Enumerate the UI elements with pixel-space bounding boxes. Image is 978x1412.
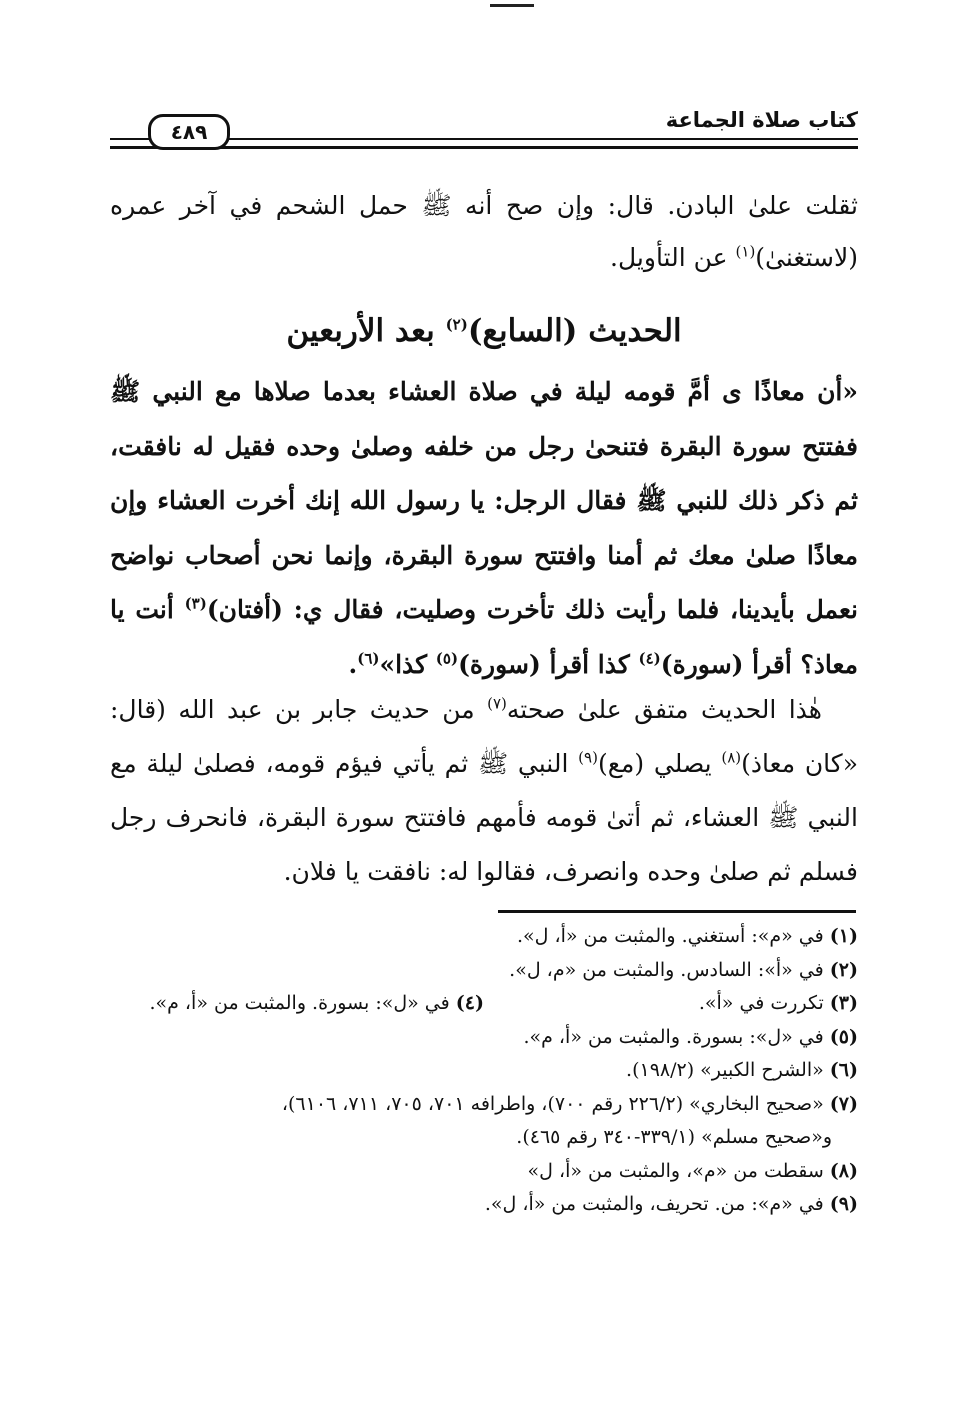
footnote-ref-5: (٥) <box>435 649 459 668</box>
footnote-separator <box>498 910 856 913</box>
intro-line-2-end: عن التأويل. <box>610 243 736 272</box>
commentary-part-3: يصلي (مع) <box>597 749 722 778</box>
footnote-number: (٦) <box>829 1059 858 1081</box>
footnote-ref-3: (٣) <box>184 594 207 613</box>
footnote-ref-9: (٩) <box>578 748 598 767</box>
footnote-number: (٧) <box>829 1092 858 1115</box>
footnote-text: في «أ»: السادس. والمثبت من «م، ل». <box>509 958 830 981</box>
commentary-part-4: النبي ﷺ ثم يأتي فيؤم قومه، فصلىٰ ليلة مع النبي ﷺ العشاء، ثم أتىٰ قومه فأمهم فافتتح سورة البقرة، فانحرف رجل فسلم ثم صلىٰ وحده وانصرف، فقالوا له: نافقت يا فلان. <box>110 749 858 886</box>
footnote-3 <box>484 987 858 1021</box>
footnote-5 <box>110 1021 858 1055</box>
footnote-number: (٣) <box>829 992 858 1014</box>
footnote-pair <box>110 987 858 1021</box>
page-header <box>110 108 858 152</box>
footnote-text: في «ل»: بسورة. والمثبت من «أ، م». <box>149 992 456 1014</box>
intro-paragraph <box>110 180 858 284</box>
top-mark <box>490 4 534 7</box>
footnote-text: «الشرح الكبير» (١٩٨/٢). <box>626 1059 830 1081</box>
footnote-number: (٥) <box>829 1025 858 1048</box>
footnote-number: (١) <box>829 925 858 947</box>
footnote-text: «صحيح البخاري» (٢٢٦/٢ رقم ٧٠٠)، واطرافه ٧٠١، ٧٠٥، ٧١١، ٦١٠٦)، <box>281 1092 830 1115</box>
footnote-number: (٤) <box>455 992 484 1014</box>
book-title: كتاب صلاة الجماعة <box>660 108 858 132</box>
footnote-ref-6: (٦) <box>357 649 380 668</box>
footnotes <box>110 920 858 1222</box>
footnote-text: في «م»: أستغني. والمثبت من «أ، ل». <box>516 925 830 947</box>
footnote-4 <box>110 987 484 1021</box>
footnote-8 <box>110 1155 858 1189</box>
footnote-2 <box>110 954 858 988</box>
intro-line-2: (لاستغنىٰ) <box>755 243 858 272</box>
intro-line-1: ثقلت علىٰ البادن. قال: وإن صح أنه ﷺ حمل الشحم في آخر عمره <box>110 191 858 220</box>
footnote-text: تكررت في «أ». <box>698 992 830 1014</box>
hadith-part-5: . <box>348 649 358 679</box>
footnote-ref-2: (٢) <box>445 315 468 334</box>
footnote-number: (٨) <box>829 1159 858 1182</box>
footnote-7 <box>110 1088 858 1122</box>
footnote-text: في «ل»: بسورة. والمثبت من «أ، م». <box>523 1025 830 1048</box>
footnote-6 <box>110 1054 858 1088</box>
footnote-ref-4: (٤) <box>638 649 661 668</box>
footnote-ref-1: (١) <box>735 242 756 261</box>
heading-text-end: بعد الأربعين <box>286 313 446 349</box>
hadith-part-4: كذا» <box>379 649 436 679</box>
footnote-1 <box>110 920 858 954</box>
footnote-ref-8: (٨) <box>721 748 742 767</box>
commentary-part-1: هٰذا الحديث متفق علىٰ صحته <box>506 695 822 724</box>
heading-text: الحديث (السابع) <box>467 313 682 349</box>
hadith-part-3: كذا أقرأ (سورة) <box>458 649 639 679</box>
footnote-text: سقطت من «م»، والمثبت من «أ، ل» <box>527 1159 830 1182</box>
hadith-part-2: أنت يا معاذ؟ أقرأ (سورة) <box>110 595 858 679</box>
commentary-part-2: من حديث جابر بن عبد الله (قال: «كان معاذ) <box>110 695 859 778</box>
commentary-paragraph <box>110 683 858 899</box>
page-number: ٤٨٩ <box>148 114 230 150</box>
footnote-7-continued <box>110 1121 858 1155</box>
footnote-ref-7: (٧) <box>487 694 507 713</box>
footnote-text: و«صحيح مسلم» (٣٣٩/١-٣٤٠ رقم ٤٦٥). <box>516 1126 832 1148</box>
footnote-number: (٢) <box>829 958 858 981</box>
hadith-text <box>110 365 858 692</box>
footnote-text: في «م»: من. تحريف، والمثبت من «أ، ل». <box>484 1193 830 1215</box>
footnote-9 <box>110 1188 858 1222</box>
footnote-number: (٩) <box>829 1193 858 1215</box>
section-heading <box>110 305 858 357</box>
hadith-part-1: «أن معاذًا ى أمَّ قومه ليلة في صلاة العشاء بعدما صلاها مع النبي ﷺ ففتتح سورة البقرة فتنحىٰ رجل من خلفه وصلىٰ وحده فقيل له نافقت، ثم ذكر ذلك للنبي ﷺ فقال الرجل: يا رسول الله إنك أخرت العشاء وإن معاذًا صلىٰ معك ثم أمنا وافتتح سورة البقرة، وإنما نحن أصحاب نواضح نعمل بأيدينا، فلما رأيت ذلك تأخرت وصليت، فقال ي: (أفتان) <box>110 377 858 624</box>
